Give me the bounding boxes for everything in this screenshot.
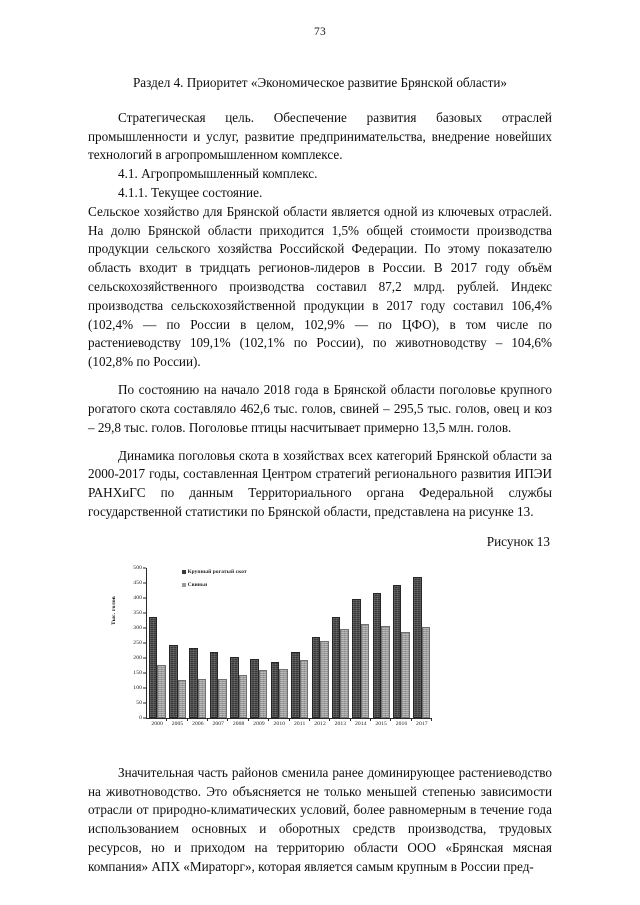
paragraph-districts-shift: Значительная часть районов сменила ранее доминирующее растениеводство на животноводство. Это объясняется не только меньшей степенью зависимости отрасли от природно-климатических условий, более равномерным в течение года использованием основных и оборотных средств производства, трудовых ресурсов, но и приходом на территорию области ООО «Брянская мясная компания» АПХ «Мираторг», которая является самым крупным в России пред- <box>88 764 552 874</box>
chart-y-tick-mark <box>143 717 146 718</box>
chart-bar-group <box>249 568 269 718</box>
chart-bar-pigs <box>300 660 309 718</box>
chart-bar-group <box>147 568 167 718</box>
chart-bar-pigs <box>239 675 248 718</box>
chart-y-tick-mark <box>143 702 146 703</box>
figure-livestock-chart <box>88 560 552 748</box>
figure-caption: Рисунок 13 <box>486 533 550 549</box>
chart-x-tick-label: 2009 <box>253 720 265 727</box>
chart-x-tick-label: 2016 <box>395 720 408 727</box>
chart-y-tick-label: 300 <box>133 624 142 631</box>
chart-bar-pigs <box>422 627 431 718</box>
chart-y-tick-mark <box>143 672 146 673</box>
chart-x-tick-label: 2015 <box>375 720 387 727</box>
chart-legend <box>182 569 247 588</box>
chart-y-tick-label: 150 <box>133 669 142 676</box>
chart-bar-cattle <box>373 593 382 717</box>
section-heading: Раздел 4. Приоритет «Экономическое развитие Брянской области» <box>132 75 508 90</box>
chart-bar-cattle <box>149 617 158 717</box>
chart-y-axis-title: Тыс. голов <box>111 595 117 625</box>
chart-x-tick-label: 2017 <box>416 720 428 727</box>
chart-bar-group <box>412 568 432 718</box>
chart-y-tick-mark <box>143 642 146 643</box>
chart-x-tick-label: 2010 <box>273 720 286 727</box>
chart-y-tick-mark <box>143 657 146 658</box>
chart-bar-pigs <box>218 679 227 718</box>
chart-y-tick-label: 200 <box>133 654 142 661</box>
chart-x-tick-label: 2013 <box>334 720 347 727</box>
chart-bar-pigs <box>279 669 288 718</box>
chart-y-tick-label: 100 <box>133 684 142 691</box>
chart-y-tick-mark <box>143 612 146 613</box>
chart-bar-cattle <box>413 577 422 718</box>
chart-bar-pigs <box>320 641 329 717</box>
chart-bar-group <box>208 568 228 718</box>
legend-swatch-cattle-icon <box>182 570 186 574</box>
chart-bar-cattle <box>352 599 361 717</box>
page-content <box>88 60 552 877</box>
chart-bar-cattle <box>169 645 178 718</box>
chart-bar-pigs <box>198 679 207 718</box>
chart-bar-group <box>391 568 411 718</box>
chart-x-tick-labels <box>147 721 432 727</box>
paragraph-figure-reference: Динамика поголовья скота в хозяйствах всех категорий Брянской области за 2000-2017 годы, составленная Центром стратегий регионального развития ИПЭИ РАНХиГС по данным Территориального органа Федеральной службы государственной статистики по Брянской области, представлена на рисунке 13. <box>88 447 552 519</box>
chart-y-tick-mark <box>143 567 146 568</box>
chart-bar-group <box>290 568 310 718</box>
chart-bar-group <box>351 568 371 718</box>
chart-y-tick-label: 400 <box>133 594 142 601</box>
chart-y-tick-mark <box>143 627 146 628</box>
chart-x-tick-label: 2007 <box>212 720 225 727</box>
chart-bar-pigs <box>178 680 187 718</box>
chart-bar-pigs <box>381 626 390 718</box>
chart-y-tick-mark <box>143 582 146 583</box>
chart-bar-cattle <box>210 652 219 718</box>
chart-bar-cattle <box>230 657 239 718</box>
bar-chart <box>110 560 440 748</box>
paragraph-subsection-4-1: 4.1. Агропромышленный комплекс. <box>118 166 318 182</box>
chart-bar-group <box>269 568 289 718</box>
chart-y-tick-label: 350 <box>133 609 142 616</box>
chart-y-tick-label: 250 <box>133 639 142 646</box>
chart-x-tick-label: 2011 <box>294 720 306 727</box>
chart-bar-pigs <box>259 670 268 718</box>
chart-bar-pigs <box>401 632 410 718</box>
legend-item-pigs <box>182 582 247 588</box>
chart-bar-cattle <box>312 637 321 718</box>
chart-bar-cattle <box>189 648 198 718</box>
chart-y-tick-mark <box>143 597 146 598</box>
legend-label-cattle: Крупный рогатый скот <box>187 568 247 575</box>
chart-y-tick-label: 450 <box>133 579 142 586</box>
chart-bar-cattle <box>393 585 402 718</box>
legend-swatch-pigs-icon <box>182 583 186 587</box>
paragraph-subsection-4-1-1: 4.1.1. Текущее состояние. <box>118 184 263 200</box>
chart-bar-group <box>310 568 330 718</box>
legend-item-cattle <box>182 569 247 575</box>
chart-bar-cattle <box>250 659 259 718</box>
paragraph-strategic-goal: Стратегическая цель. Обеспечение развития базовых отраслей промышленности и услуг, развитие предпринимательства, внедрение новейших технологий в агропромышленном комплексе. <box>88 109 552 163</box>
chart-bar-group <box>371 568 391 718</box>
chart-bar-group <box>188 568 208 718</box>
chart-y-tick-label: 50 <box>136 699 142 706</box>
chart-y-tick-label: 0 <box>139 714 142 721</box>
chart-y-tick-label: 500 <box>133 564 142 571</box>
chart-bar-group <box>228 568 248 718</box>
chart-bar-pigs <box>340 629 349 718</box>
chart-x-tick-label: 2014 <box>354 720 367 727</box>
legend-label-pigs: Свиньи <box>187 581 208 588</box>
chart-bar-pigs <box>157 665 166 718</box>
paragraph-agriculture-overview: Сельское хозяйство для Брянской области является одной из ключевых отраслей. На долю Брянской области приходится 1,5% общей стоимости производства продукции сельского хозяйства Российской Федерации. По этому показателю область входит в тридцать регионов-лидеров в России. В 2017 году объём сельскохозяйственного производства составил 87,2 млрд. рублей. Индекс производства сельскохозяйственной продукции в 2017 году составил 106,4% (102,4% — по России в целом, 102,9% — по ЦФО), в том числе по растениеводству 109,1% (102,1% по России), по животноводству – 104,6% (102,8% по России). <box>88 203 552 370</box>
paragraph-livestock-counts: По состоянию на начало 2018 года в Брянской области поголовье крупного рогатого скота составляло 462,6 тыс. голов, свиней – 295,5 тыс. голов, овец и коз – 29,8 тыс. голов. Поголовье птицы насчитывает примерно 13,5 млн. голов. <box>88 382 552 435</box>
chart-bar-groups <box>147 568 432 718</box>
page-number: 73 <box>314 26 326 38</box>
chart-bar-cattle <box>291 652 300 718</box>
chart-bar-cattle <box>271 662 280 718</box>
chart-x-tick-label: 2006 <box>192 720 204 727</box>
chart-bar-group <box>167 568 187 718</box>
chart-bar-group <box>330 568 350 718</box>
chart-x-tick-label: 2012 <box>314 720 326 727</box>
chart-y-tick-mark <box>143 687 146 688</box>
chart-bar-cattle <box>332 617 341 718</box>
chart-x-tick-label: 2008 <box>232 720 245 727</box>
chart-bar-pigs <box>361 624 370 718</box>
chart-x-tick-label: 2005 <box>171 720 184 727</box>
chart-x-tick-label: 2000 <box>151 720 163 727</box>
